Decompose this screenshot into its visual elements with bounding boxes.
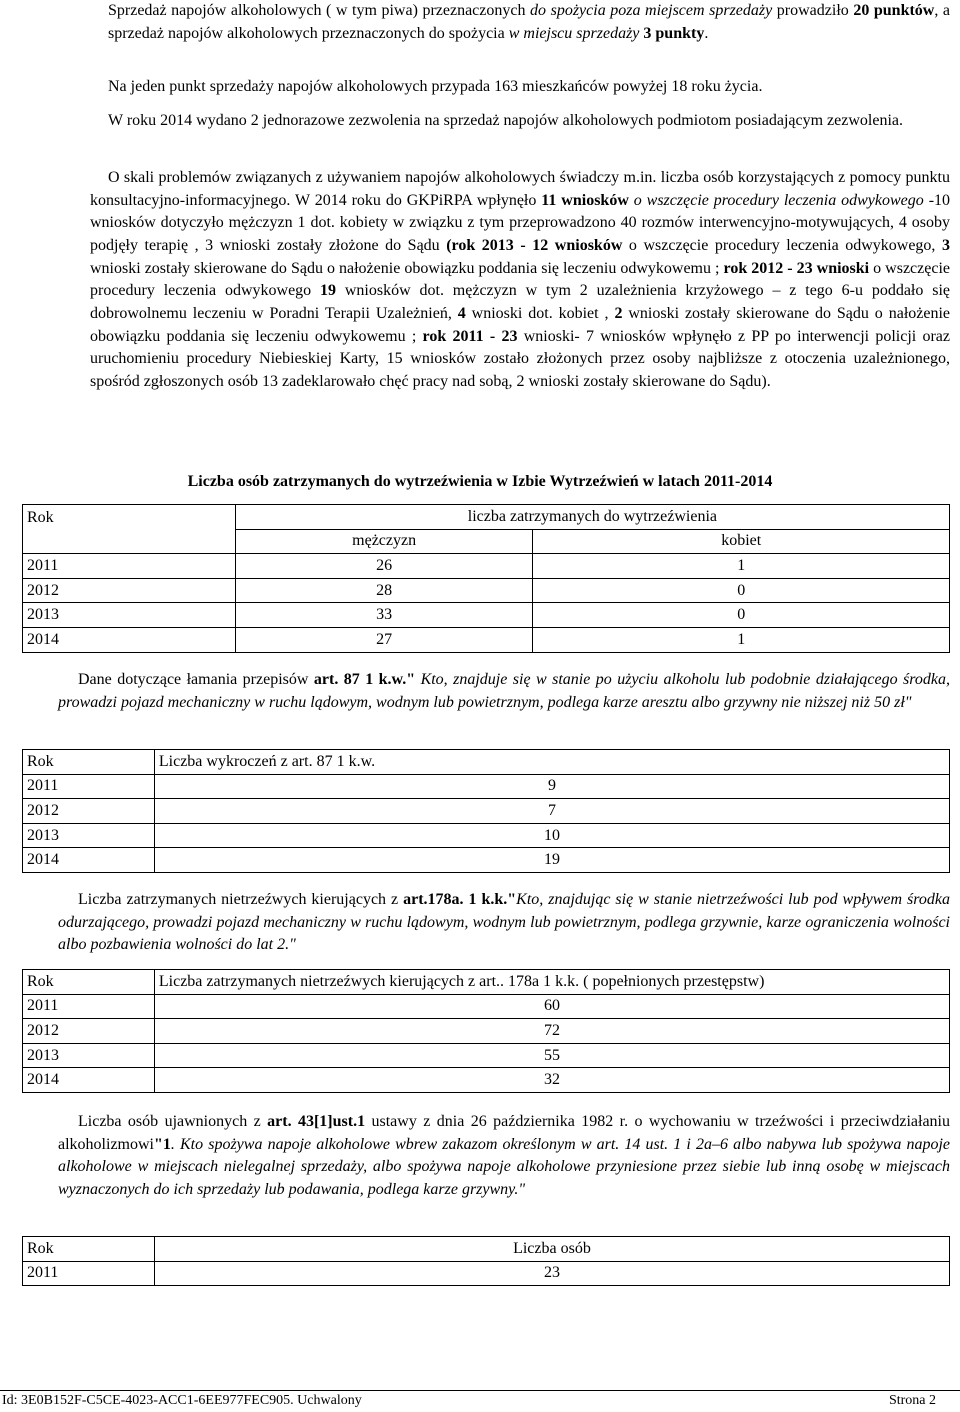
footer-divider [0,1390,960,1391]
cell-men: 26 [235,554,533,579]
cell-women: 0 [533,578,950,603]
document-id: Id: 3E0B152F-C5CE-4023-ACC1-6EE977FEC905. Uchwalony [2,1393,362,1408]
cell-women: 1 [533,627,950,652]
cell-value: 32 [154,1068,949,1093]
cell-value: 60 [154,994,949,1019]
cell-year: 2011 [23,994,155,1019]
paragraph-permits: W roku 2014 wydano 2 jednorazowe zezwolenia na sprzedaż napojów alkoholowych podmiotom posiadającym zezwolenia. [108,112,903,129]
table-row [23,603,950,628]
art43-table [22,1236,950,1286]
column-header-year: Rok [23,505,236,554]
art87-table [22,749,950,873]
cell-year: 2012 [23,578,236,603]
column-header-group: liczba zatrzymanych do wytrzeźwienia [235,505,949,530]
paragraph-sales-points: Sprzedaż napojów alkoholowych ( w tym piwa) przeznaczonych do spożycia poza miejscem sprzedaży prowadziło 20 punktów, a sprzedaż napojów alkoholowych przeznaczonych do spożycia w miejscu sprzedaży 3 punkty. [108,2,951,42]
paragraph-art43: Liczba osób ujawnionych z art. 43[1]ust.1 ustawy z dnia 26 października 1982 r. o wychowaniu w trzeźwości i przeciwdziałaniu alkoholizmowi"1. Kto spożywa napoje alkoholowe wbrew zakazom określonym w art. 14 ust. 1 i 2a–6 albo nabywa lub spożywa napoje alkoholowe w miejscach nielegalnej sprzedaży, albo spożywa napoje alkoholowe przyniesione przez siebie lub inną osobę w miejscach wyznaczonych do ich sprzedaży lub podawania, podlega karze grzywny." [58,1113,950,1198]
table-header-row [23,970,950,995]
paragraph-residents-per-point: Na jeden punkt sprzedaży napojów alkoholowych przypada 163 mieszkańców powyżej 18 roku życia. [108,78,763,95]
cell-year: 2013 [23,1043,155,1068]
cell-men: 27 [235,627,533,652]
column-header-men: mężczyzn [235,529,533,554]
paragraph-art87: Dane dotyczące łamania przepisów art. 87 1 k.w." Kto, znajduje się w stanie po użyciu alkoholu lub podobnie działającego środka, prowadzi pojazd mechaniczny w ruchu lądowym, wodnym lub powietrznym, podlega karze aresztu albo grzywny nie niższej niż 50 zł" [58,671,951,711]
table-row [23,823,950,848]
table-row [23,1019,950,1044]
column-header-year: Rok [23,750,155,775]
cell-value: 9 [154,774,949,799]
cell-value: 23 [154,1261,949,1286]
table-row [23,578,950,603]
table-row [23,1261,950,1286]
table-header-row [23,750,950,775]
cell-women: 1 [533,554,950,579]
art178a-table [22,969,950,1093]
cell-year: 2011 [23,774,155,799]
table-row [23,1068,950,1093]
table-row [23,848,950,873]
table-row [23,1043,950,1068]
column-header-value: Liczba osób [154,1237,949,1262]
cell-year: 2014 [23,1068,155,1093]
page-number: Strona 2 [888,1393,936,1408]
column-header-value: Liczba zatrzymanych nietrzeźwych kierujących z art.. 178a 1 k.k. ( popełnionych przestępstw) [154,970,949,995]
cell-year: 2014 [23,627,236,652]
cell-year: 2013 [23,823,155,848]
cell-year: 2012 [23,799,155,824]
table1-heading: Liczba osób zatrzymanych do wytrzeźwienia w Izbie Wytrzeźwień w latach 2011-2014 [187,473,773,490]
cell-year: 2011 [23,1261,155,1286]
column-header-year: Rok [23,1237,155,1262]
cell-value: 72 [154,1019,949,1044]
cell-men: 33 [235,603,533,628]
cell-value: 19 [154,848,949,873]
cell-year: 2012 [23,1019,155,1044]
table-header-row [23,505,950,530]
paragraph-consultation-point: O skali problemów związanych z używaniem napojów alkoholowych świadczy m.in. liczba osób korzystających z pomocy punktu konsultacyjno-informacyjnego. W 2014 roku do GKPiRPA wpłynęło 11 wniosków o wszczęcie procedury leczenia odwykowego -10 wniosków dotyczyło mężczyzn 1 dot. kobiety w związku z tym przeprowadzono 40 rozmów interwencyjno-motywujących, 4 osoby podjęły terapię , 3 wnioski zostały złożone do Sądu (rok 2013 - 12 wniosków o wszczęcie procedury leczenia odwykowego, 3 wnioski zostały skierowane do Sądu o nałożenie obowiązku poddania się leczeniu odwykowemu ; rok 2012 - 23 wnioski o wszczęcie procedury leczenia odwykowego 19 wniosków dot. mężczyzn w tym 2 uzależnienia krzyżowego – z tego 6-u poddało się dobrowolnemu leczeniu w Poradni Terapii Uzależnień, 4 wnioski dot. kobiet , 2 wnioski zostały skierowane do Sądu o nałożenie obowiązku poddania się leczeniu odwykowemu ; rok 2011 - 23 wnioski- 7 wniosków wpłynęło z PP po interwencji policji oraz uruchomieniu procedury Niebieskiej Karty, 15 wniosków zostało złożonych przez osoby najbliższe z otoczenia uzależnionego, spośród zgłoszonych osób 13 zadeklarowało chęć pracy nad sobą, 2 wnioski zostały skierowane do Sądu). [90,169,951,390]
table-row [23,799,950,824]
column-header-women: kobiet [533,529,950,554]
cell-men: 28 [235,578,533,603]
paragraph-art178a: Liczba zatrzymanych nietrzeźwych kierujących z art.178a. 1 k.k."Kto, znajdując się w stanie nietrzeźwości lub pod wpływem środka odurzającego, prowadzi pojazd mechaniczny w ruchu lądowym, wodnym lub powietrznym, podlega grzywnie, karze ograniczenia wolności albo pozbawienia wolności do lat 2." [58,891,951,954]
table-row [23,994,950,1019]
cell-year: 2013 [23,603,236,628]
sobering-table [22,504,950,653]
table-row [23,774,950,799]
column-header-value: Liczba wykroczeń z art. 87 1 k.w. [154,750,949,775]
column-header-year: Rok [23,970,155,995]
table-header-row [23,1237,950,1262]
cell-women: 0 [533,603,950,628]
table-row [23,627,950,652]
cell-year: 2014 [23,848,155,873]
cell-year: 2011 [23,554,236,579]
cell-value: 7 [154,799,949,824]
cell-value: 10 [154,823,949,848]
table-row [23,554,950,579]
cell-value: 55 [154,1043,949,1068]
